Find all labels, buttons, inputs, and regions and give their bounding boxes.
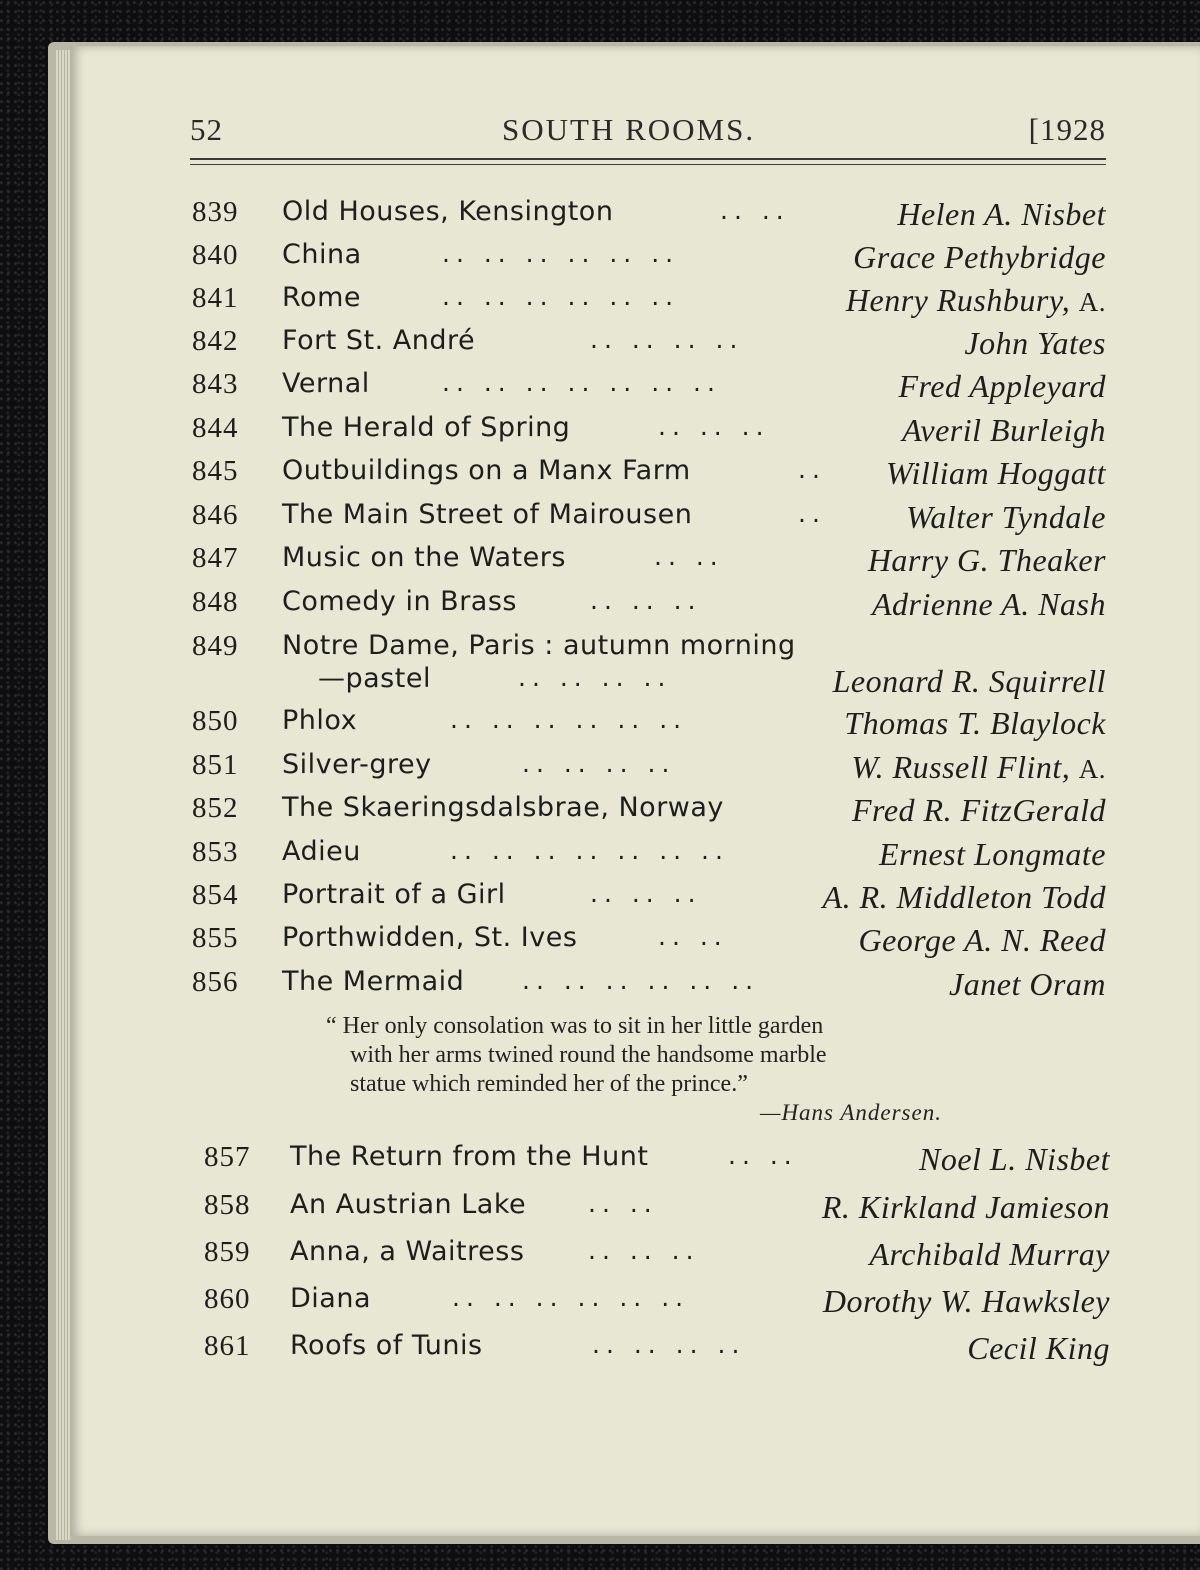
catalogue-entry: [192, 325, 1106, 365]
leader-dots: .. .. ..: [590, 879, 702, 908]
header-rule: [190, 158, 1106, 160]
entry-number: 839: [192, 196, 239, 228]
entry-number: 844: [192, 412, 239, 444]
leader-dots: .. .. .. ..: [522, 749, 676, 778]
page-edges: [56, 50, 70, 1540]
leader-dots: .. .. .. .. .. ..: [522, 966, 760, 995]
entry-title: Adieu: [282, 836, 361, 867]
entry-title: The Return from the Hunt: [290, 1141, 649, 1172]
entry-title: Rome: [282, 282, 361, 313]
artist-name-text: W. Russell Flint,: [851, 749, 1071, 785]
entry-title: Music on the Waters: [282, 542, 566, 573]
year-label: [1928: [1028, 112, 1106, 147]
entry-title: Notre Dame, Paris : autumn morning: [282, 630, 796, 661]
entry-title: Fort St. André: [282, 325, 476, 356]
entry-title: The Mermaid: [282, 966, 465, 997]
entry-number: 860: [204, 1283, 251, 1315]
catalogue-entry: [192, 368, 1106, 408]
leader-dots: .. .. .. .. .. ..: [452, 1283, 690, 1312]
catalogue-entry: [192, 455, 1106, 495]
entry-number: 852: [192, 792, 239, 824]
artist-name: Harry G. Theaker: [867, 542, 1106, 578]
leader-dots: .. .. .. .. .. .. ..: [442, 368, 721, 397]
entry-title: Anna, a Waitress: [290, 1236, 525, 1267]
artist-name: Averil Burleigh: [902, 412, 1106, 448]
academician-suffix: A.: [1078, 754, 1106, 784]
entry-title: The Main Street of Mairousen: [282, 499, 693, 530]
leader-dots: .. .. ..: [590, 586, 702, 615]
entry-number: 856: [192, 966, 239, 998]
entry-title: An Austrian Lake: [290, 1189, 527, 1220]
entry-number: 850: [192, 705, 239, 737]
leader-dots: .. .. .. .. .. ..: [442, 282, 680, 311]
entry-number: 846: [192, 499, 239, 531]
page-number: 52: [190, 112, 223, 147]
leader-dots: .. .. .. ..: [592, 1330, 746, 1359]
header-rule-thin: [190, 164, 1106, 165]
leader-dots: .. ..: [720, 196, 790, 225]
leader-dots: .. .. .. .. .. .. ..: [450, 836, 729, 865]
leader-dots: .. .. ..: [658, 412, 770, 441]
artist-name: Dorothy W. Hawksley: [822, 1283, 1110, 1319]
entry-number: 841: [192, 282, 239, 314]
leader-dots: ..: [798, 455, 826, 484]
leader-dots: .. ..: [588, 1189, 658, 1218]
quote-line: with her arms twined round the handsome marble: [350, 1042, 827, 1068]
running-head: [190, 112, 1106, 152]
leader-dots: .. .. .. ..: [590, 325, 744, 354]
catalogue-entry: [192, 749, 1106, 789]
artist-name-text: Henry Rushbury,: [845, 282, 1071, 318]
entry-title: China: [282, 239, 362, 270]
catalogue-entry: [204, 1141, 1110, 1181]
entry-number: 861: [204, 1330, 251, 1362]
leader-dots: ..: [798, 499, 826, 528]
entry-title: Roofs of Tunis: [290, 1330, 483, 1361]
artist-name: Leonard R. Squirrell: [832, 663, 1106, 699]
entry-title: The Herald of Spring: [282, 412, 571, 443]
artist-name: George A. N. Reed: [858, 922, 1106, 958]
quote-attribution: —Hans Andersen.: [760, 1100, 942, 1125]
quote-line: statue which reminded her of the prince.”: [350, 1071, 748, 1097]
entry-title: Diana: [290, 1283, 371, 1314]
artist-name: [846, 282, 1106, 319]
entry-title: Phlox: [282, 705, 358, 736]
entry-number: 858: [204, 1189, 251, 1221]
entry-title-continued: —pastel: [318, 663, 431, 694]
entry-title: Porthwidden, St. Ives: [282, 922, 578, 953]
entry-number: 851: [192, 749, 239, 781]
artist-name: Grace Pethybridge: [853, 239, 1106, 275]
academician-suffix: A.: [1078, 287, 1106, 317]
entry-number: 859: [204, 1236, 251, 1268]
catalogue-entry: [192, 282, 1106, 322]
entry-number: 857: [204, 1141, 251, 1173]
catalogue-entry: [192, 412, 1106, 452]
catalogue-entry: [192, 542, 1106, 582]
leader-dots: .. .. .. .. .. ..: [450, 705, 688, 734]
leader-dots: .. ..: [658, 922, 728, 951]
entry-number: 849: [192, 630, 239, 662]
artist-name: Archibald Murray: [869, 1236, 1110, 1272]
artist-name: Ernest Longmate: [878, 836, 1106, 872]
artist-name: R. Kirkland Jamieson: [821, 1189, 1110, 1225]
leader-dots: .. .. .. .. .. ..: [442, 239, 680, 268]
artist-name: Thomas T. Blaylock: [844, 705, 1106, 741]
entry-title: Vernal: [282, 368, 370, 399]
entry-number: 843: [192, 368, 239, 400]
catalogue-entry: [192, 630, 1106, 706]
entry-number: 847: [192, 542, 239, 574]
catalogue-entry: [204, 1236, 1110, 1276]
artist-name: Fred R. FitzGerald: [852, 792, 1106, 828]
entry-title: Outbuildings on a Manx Farm: [282, 455, 691, 486]
entry-number: 845: [192, 455, 239, 487]
catalogue-entry: [192, 966, 1106, 1006]
entry-number: 840: [192, 239, 239, 271]
entry-title: Silver-grey: [282, 749, 432, 780]
artist-name: John Yates: [964, 325, 1106, 361]
artist-name: Noel L. Nisbet: [918, 1141, 1110, 1177]
catalogue-entry: [192, 836, 1106, 876]
catalogue-entry: [192, 705, 1106, 745]
entry-title: The Skaeringsdalsbrae, Norway: [282, 792, 724, 823]
entry-number: 853: [192, 836, 239, 868]
artist-name: Cecil King: [967, 1330, 1110, 1366]
entry-title: Portrait of a Girl: [282, 879, 506, 910]
entry-title: Old Houses, Kensington: [282, 196, 614, 227]
entry-number: 842: [192, 325, 239, 357]
leader-dots: .. ..: [654, 542, 724, 571]
catalogue-entry: [192, 922, 1106, 962]
artist-name: Janet Oram: [949, 966, 1106, 1002]
section-title: SOUTH ROOMS.: [502, 112, 756, 147]
leader-dots: .. .. .. ..: [518, 663, 672, 692]
leader-dots: .. .. ..: [588, 1236, 700, 1265]
catalogue-entry: [192, 239, 1106, 279]
catalogue-entry: [204, 1330, 1110, 1370]
catalogue-entry: [192, 586, 1106, 626]
artist-name: Adrienne A. Nash: [871, 586, 1106, 622]
artist-name: Walter Tyndale: [906, 499, 1106, 535]
leader-dots: .. ..: [728, 1141, 798, 1170]
catalogue-entry: [192, 879, 1106, 919]
catalogue-entry: [192, 792, 1106, 832]
quote-line: “ Her only consolation was to sit in her little garden: [326, 1013, 824, 1039]
entry-number: 848: [192, 586, 239, 618]
artist-name: [851, 749, 1106, 786]
catalogue-entry: [204, 1283, 1110, 1323]
artist-name: William Hoggatt: [886, 455, 1106, 491]
entry-number: 854: [192, 879, 239, 911]
catalogue-entry: [204, 1189, 1110, 1229]
entry-title: Comedy in Brass: [282, 586, 517, 617]
entry-number: 855: [192, 922, 239, 954]
catalogue-entry: [192, 499, 1106, 539]
artist-name: A. R. Middleton Todd: [822, 879, 1106, 915]
artist-name: Fred Appleyard: [898, 368, 1106, 404]
catalogue-entry: [192, 196, 1106, 236]
epigraph-quote: [326, 1012, 1006, 1099]
artist-name: Helen A. Nisbet: [897, 196, 1106, 232]
